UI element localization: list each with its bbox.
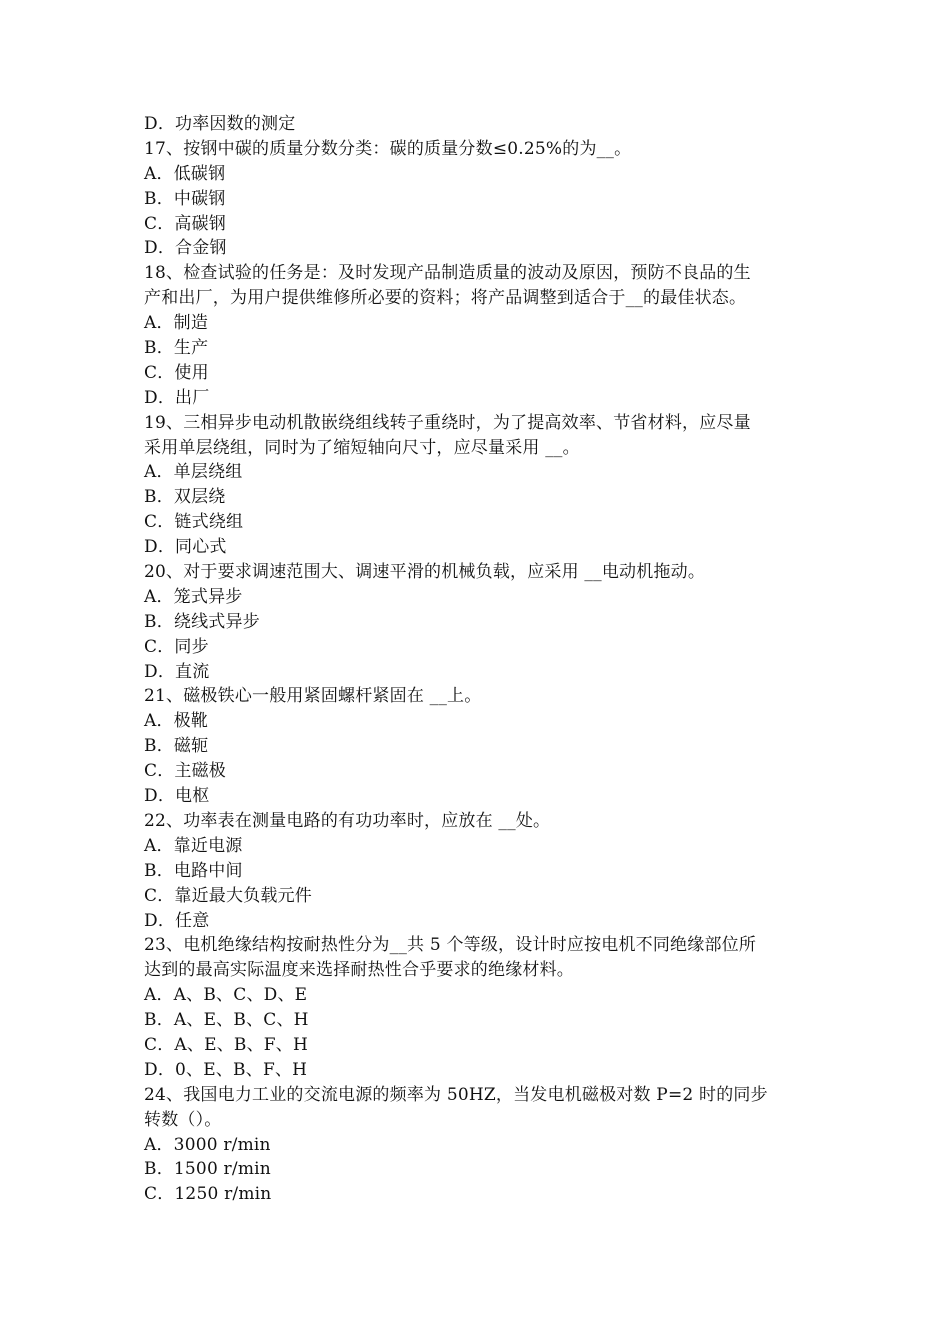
option-b: B．1500 r/min <box>144 1159 271 1180</box>
option-d: D．合金钢 <box>144 238 227 259</box>
question-18-cont: 产和出厂，为用户提供维修所必要的资料；将产品调整到适合于__的最佳状态。 <box>144 288 747 309</box>
question-17: 17、按钢中碳的质量分数分类：碳的质量分数≤0.25%的为__。 <box>144 138 632 159</box>
question-23-cont: 达到的最高实际温度来选择耐热性合乎要求的绝缘材料。 <box>144 960 574 981</box>
option-d: D．0、E、B、F、H <box>144 1059 308 1080</box>
option-c: C．使用 <box>144 362 209 383</box>
option-d: D．直流 <box>144 661 210 682</box>
question-24: 24、我国电力工业的交流电源的频率为 50HZ，当发电机磁极对数 P=2 时的同步 <box>144 1084 768 1105</box>
option-b: B．生产 <box>144 338 209 359</box>
option-d: D．电枢 <box>144 786 210 807</box>
option-d: D．任意 <box>144 910 210 931</box>
option-d: D．同心式 <box>144 537 227 558</box>
question-23: 23、电机绝缘结构按耐热性分为__共 5 个等级，设计时应按电机不同绝缘部位所 <box>144 935 757 956</box>
option-b: B．磁轭 <box>144 736 209 757</box>
option-c: C．高碳钢 <box>144 213 227 234</box>
option-a: A．A、B、C、D、E <box>144 985 308 1006</box>
option-a: A．低碳钢 <box>144 163 226 184</box>
text-line: D．功率因数的测定 <box>144 114 296 134</box>
option-a: A．3000 r/min <box>144 1134 271 1155</box>
option-c: C．链式绕组 <box>144 512 244 533</box>
option-a: A．单层绕组 <box>144 462 243 483</box>
question-18: 18、检查试验的任务是：及时发现产品制造质量的波动及原因，预防不良品的生 <box>144 263 751 284</box>
option-a: A．笼式异步 <box>144 586 243 607</box>
option-c: C．同步 <box>144 636 209 657</box>
option-a: A．极靴 <box>144 711 209 732</box>
option-a: A．靠近电源 <box>144 835 243 856</box>
document-page <box>144 112 824 1207</box>
option-a: A．制造 <box>144 313 209 334</box>
question-22: 22、功率表在测量电路的有功功率时，应放在 __处。 <box>144 810 551 831</box>
option-b: B．A、E、B、C、H <box>144 1010 309 1031</box>
question-19: 19、三相异步电动机散嵌绕组线转子重绕时，为了提高效率、节省材料，应尽量 <box>144 412 751 433</box>
question-20: 20、对于要求调速范围大、调速平滑的机械负载，应采用 __电动机拖动。 <box>144 562 706 583</box>
option-c: C．靠近最大负载元件 <box>144 885 313 906</box>
option-b: B．中碳钢 <box>144 188 226 209</box>
question-24-cont: 转数（）。 <box>144 1109 222 1130</box>
option-b: B．双层绕 <box>144 487 226 508</box>
option-b: B．绕线式异步 <box>144 611 260 632</box>
option-c: C．主磁极 <box>144 761 227 782</box>
option-c: C．1250 r/min <box>144 1184 272 1205</box>
option-c: C．A、E、B、F、H <box>144 1034 309 1055</box>
question-21: 21、磁极铁心一般用紧固螺杆紧固在 __上。 <box>144 686 482 707</box>
question-19-cont: 采用单层绕组，同时为了缩短轴向尺寸，应尽量采用 __。 <box>144 437 580 458</box>
option-b: B．电路中间 <box>144 860 243 881</box>
option-d: D．出厂 <box>144 387 210 408</box>
